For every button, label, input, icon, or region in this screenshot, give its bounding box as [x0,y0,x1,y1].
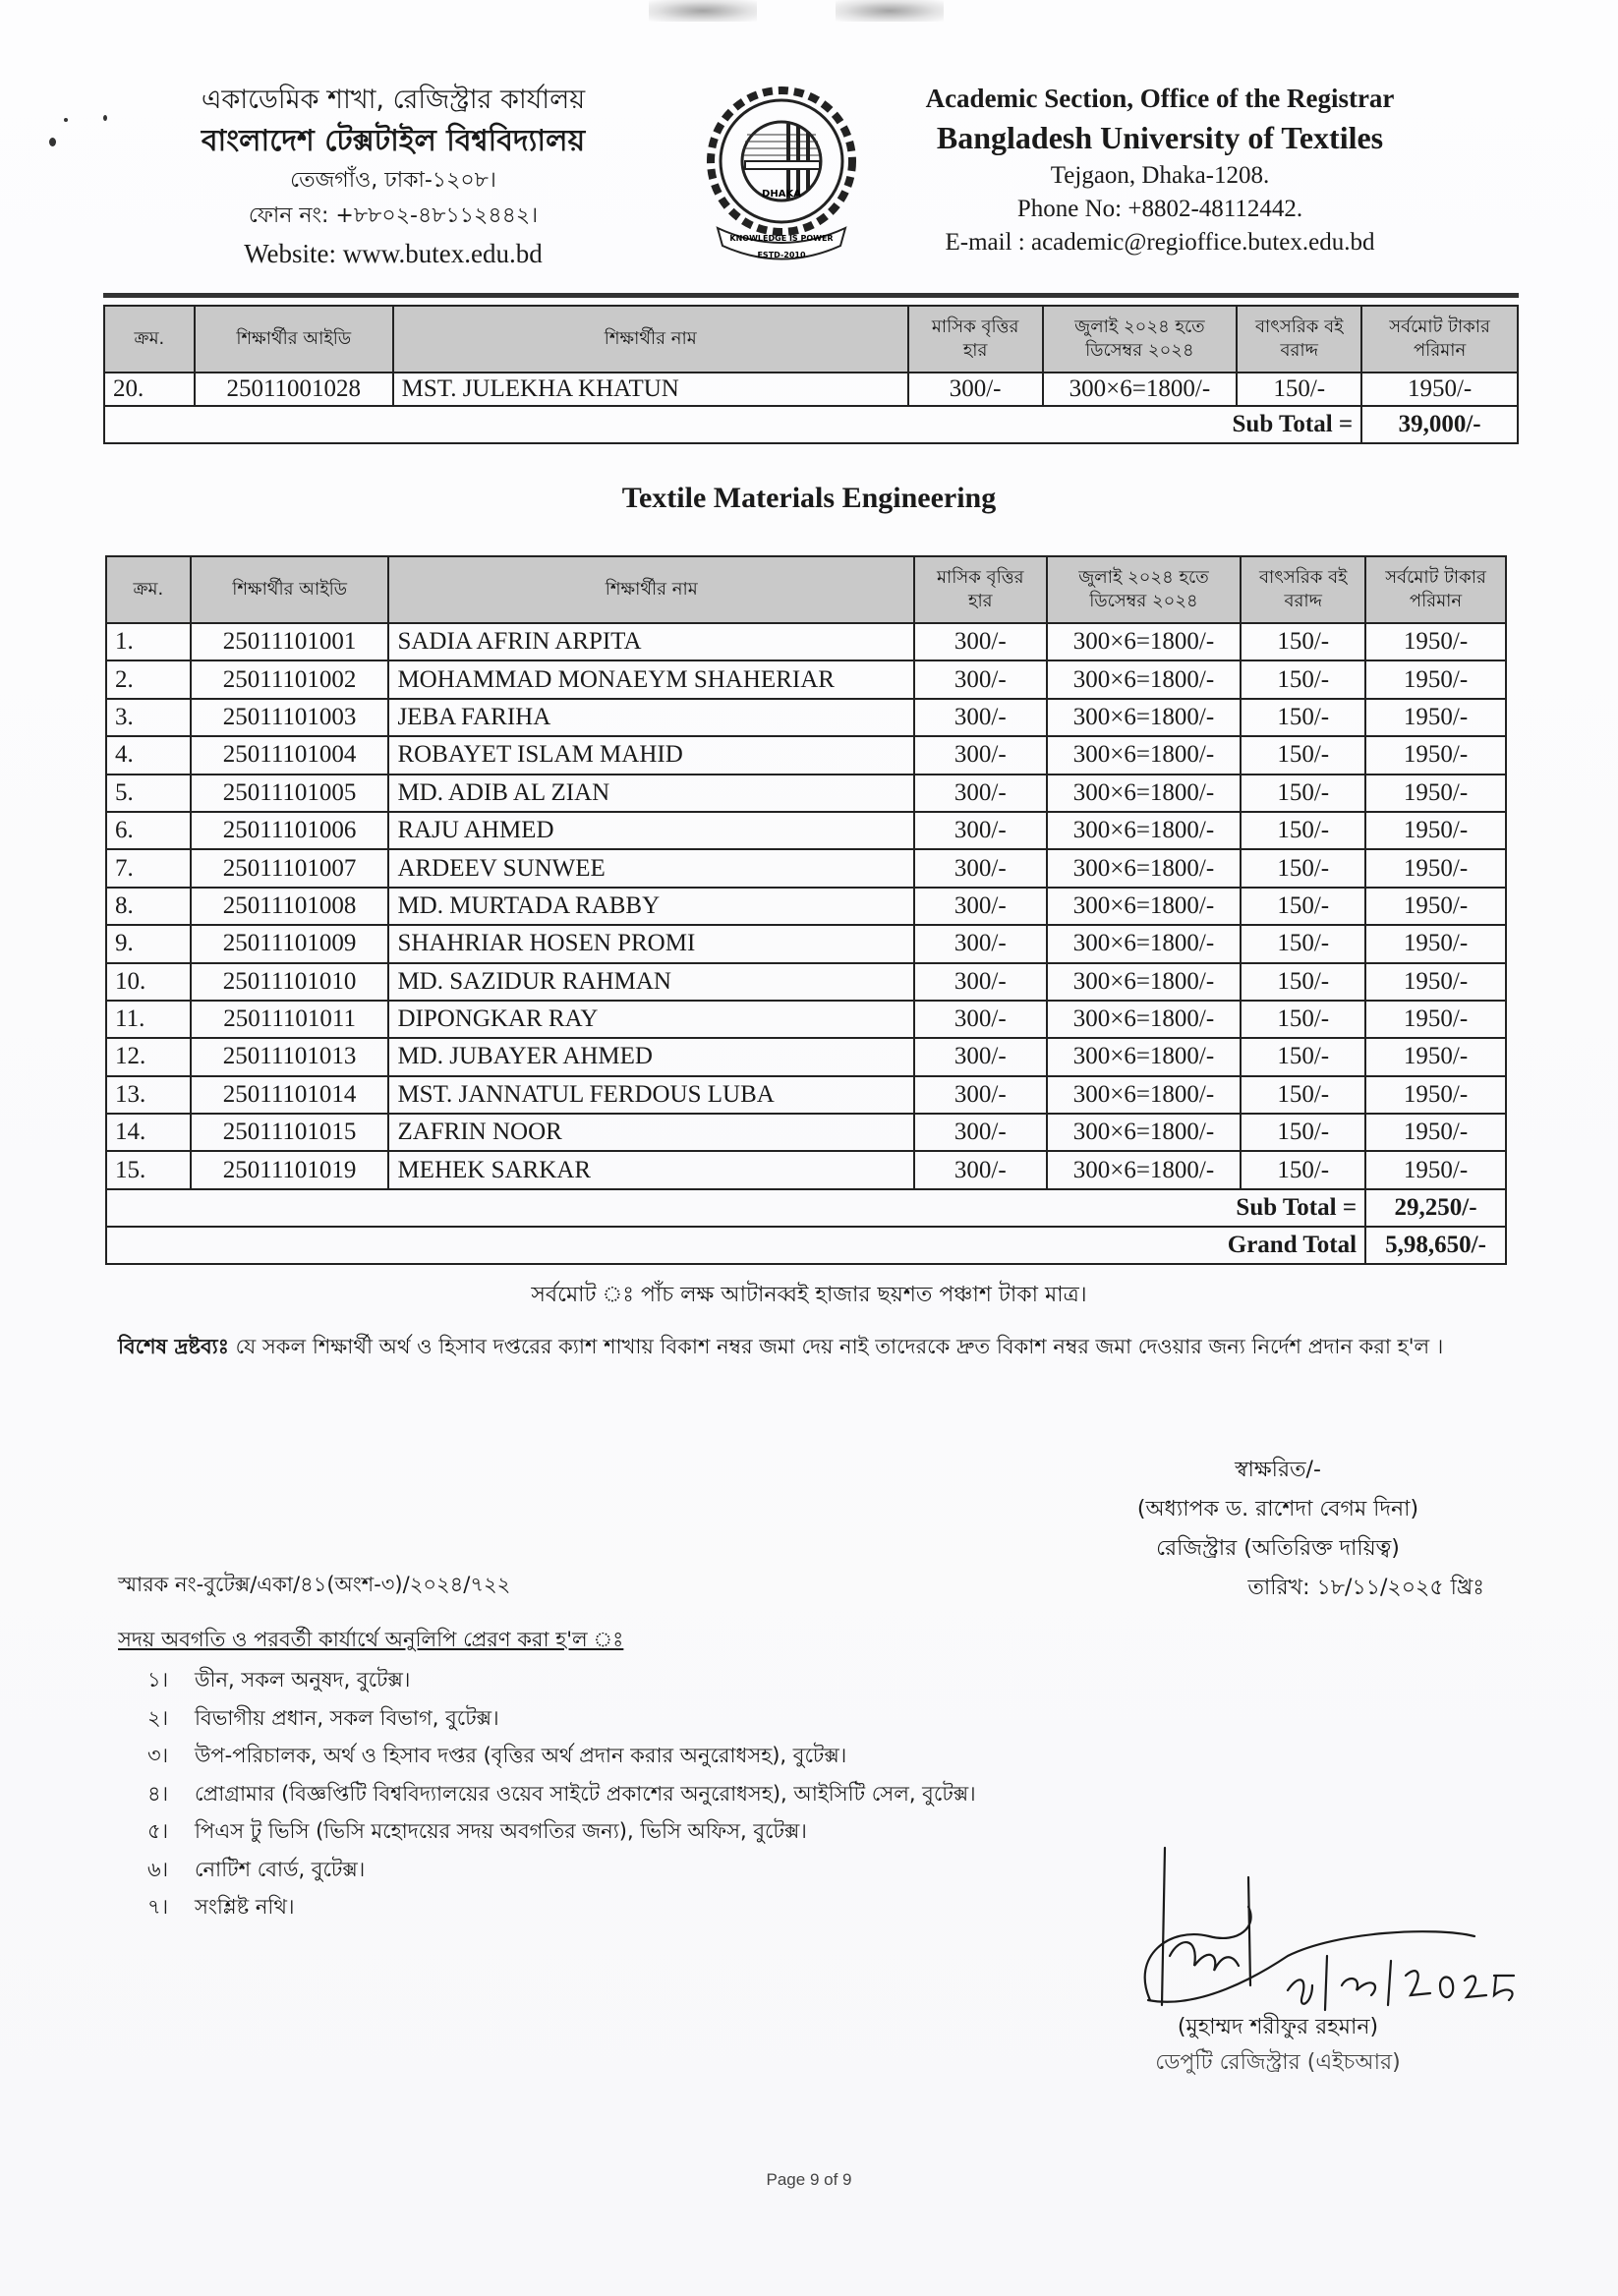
cc-item [147,1812,976,1851]
cell-book: 150/- [1241,888,1365,925]
scan-artifact [649,0,757,22]
cc-item [147,1699,976,1738]
cell-total: 1950/- [1365,888,1506,925]
cell-rate: 300/- [914,660,1047,698]
logo-estd: ESTD-2010 [757,251,806,259]
table-row [106,1151,1506,1188]
col-serial: ক্রম. [104,306,195,373]
cell-period: 300×6=1800/- [1047,812,1242,849]
section-title: Textile Materials Engineering [621,482,997,514]
cc-item-number: ৪। [147,1781,169,1806]
address-bn: তেজগাঁও, ঢাকা-১২০৮। [290,168,496,193]
cell-id: 25011101015 [191,1114,389,1151]
cell-period: 300×6=1800/- [1043,373,1238,406]
header-english [885,81,1435,259]
note-label: বিশেষ দ্রষ্টব্যঃ [118,1335,229,1358]
tme-table [105,555,1507,1265]
col-book-allowance: বাৎসরিক বই বরাদ্দ [1237,306,1361,373]
registrar-name: (অধ্যাপক ড. রাশেদা বেগম দিনা) [1136,1497,1419,1521]
cell-serial: 8. [106,888,191,925]
col-total-amount: সর্বমোট টাকার পরিমান [1365,556,1506,623]
cell-id: 25011001028 [195,373,393,406]
cell-period: 300×6=1800/- [1047,623,1242,660]
cell-total: 1950/- [1365,1076,1506,1114]
cell-book: 150/- [1241,660,1365,698]
cell-rate: 300/- [908,373,1043,406]
cell-period: 300×6=1800/- [1047,660,1242,698]
cell-book: 150/- [1241,1114,1365,1151]
cell-book: 150/- [1241,1076,1365,1114]
cell-id: 25011101007 [191,849,389,887]
cell-id: 25011101013 [191,1038,389,1075]
table-row [106,1114,1506,1151]
cell-name: RAJU AHMED [388,812,914,849]
cc-title: সদয় অবগতি ও পরবর্তী কার্যার্থে অনুলিপি প্রেরণ করা হ'ল ঃ [118,1628,624,1651]
cell-serial: 14. [106,1114,191,1151]
cell-name: MD. MURTADA RABBY [388,888,914,925]
university-name-bn: বাংলাদেশ টেক্সটাইল বিশ্ববিদ্যালয় [201,124,586,158]
issue-date: তারিখ: ১৮/১১/২০২৫ খ্রিঃ [1247,1576,1484,1600]
table-row [106,888,1506,925]
cc-item [147,1737,976,1775]
cc-list [147,1661,976,1926]
signatory-name: (মুহাম্মদ শরীফুর রহমান) [1177,2015,1379,2039]
subtotal-label: Sub Total = [104,406,1361,443]
cell-name: MST. JULEKHA KHATUN [393,373,908,406]
cell-name: ARDEEV SUNWEE [388,849,914,887]
cell-total: 1950/- [1365,925,1506,962]
cell-period: 300×6=1800/- [1047,699,1242,736]
cc-item-text: উপ-পরিচালক, অর্থ ও হিসাব দপ্তর (বৃত্তির অর্থ প্রদান করার অনুরোধসহ), বুটেক্স। [195,1744,847,1767]
cell-rate: 300/- [914,1038,1047,1075]
cell-serial: 13. [106,1076,191,1114]
cell-total: 1950/- [1365,736,1506,774]
note-text: যে সকল শিক্ষার্থী অর্থ ও হিসাব দপ্তরের ক্যাশ শাখায় বিকাশ নম্বর জমা দেয় নাই তাদেরকে দ্রুত বিকাশ নম্বর জমা দেওয়ার জন্য নির্দেশ প্রদান করা হ'ল । [228,1335,1444,1358]
office-name-bn: একাডেমিক শাখা, রেজিস্ট্রার কার্যালয় [201,85,586,115]
registrar-signature-block [1071,1451,1484,1608]
cell-book: 150/- [1241,1001,1365,1038]
cell-id: 25011101019 [191,1151,389,1188]
cc-item [147,1888,976,1926]
cell-rate: 300/- [914,849,1047,887]
table-row [106,812,1506,849]
cell-name: MD. JUBAYER AHMED [388,1038,914,1075]
col-student-id: শিক্ষার্থীর আইডি [195,306,393,373]
scan-speck [103,115,107,121]
cell-rate: 300/- [914,623,1047,660]
cell-period: 300×6=1800/- [1047,1114,1242,1151]
signatory-block [1091,2010,1465,2081]
cell-serial: 1. [106,623,191,660]
scan-artifact [836,0,944,22]
cell-period: 300×6=1800/- [1047,1076,1242,1114]
grandtotal-label: Grand Total [106,1227,1365,1264]
cell-book: 150/- [1241,623,1365,660]
address-en: Tejgaon, Dhaka-1208. [1050,162,1270,189]
cell-name: MD. ADIB AL ZIAN [388,775,914,812]
cell-id: 25011101004 [191,736,389,774]
signed-mark: স্বাক্ষরিত/- [1235,1458,1321,1482]
cell-period: 300×6=1800/- [1047,1038,1242,1075]
cell-serial: 15. [106,1151,191,1188]
university-logo-icon [678,81,885,267]
cell-serial: 7. [106,849,191,887]
logo-motto: KNOWLEDGE IS POWER [729,234,834,243]
table-row [106,736,1506,774]
cell-serial: 20. [104,373,195,406]
website: Website: www.butex.edu.bd [244,239,543,268]
table-row [106,925,1506,962]
header-divider [103,293,1519,298]
cell-total: 1950/- [1361,373,1518,406]
scan-speck [64,118,68,122]
cell-book: 150/- [1241,1151,1365,1188]
table-row [106,660,1506,698]
cc-item-text: সংশ্লিষ্ট নথি। [195,1895,295,1919]
cell-total: 1950/- [1365,1114,1506,1151]
cell-period: 300×6=1800/- [1047,1001,1242,1038]
subtotal-value: 29,250/- [1365,1189,1506,1227]
email-en: E-mail : academic@regioffice.butex.edu.bd [945,229,1375,256]
subtotal-row [104,406,1518,443]
table-header-row [104,306,1518,373]
cell-name: JEBA FARIHA [388,699,914,736]
logo-city: DHAKA [762,189,801,200]
table-row [106,1038,1506,1075]
col-student-id: শিক্ষার্থীর আইডি [191,556,389,623]
col-student-name: শিক্ষার্থীর নাম [388,556,914,623]
cc-item [147,1775,976,1813]
col-total-amount: সর্বমোট টাকার পরিমান [1361,306,1518,373]
cell-name: ROBAYET ISLAM MAHID [388,736,914,774]
cell-book: 150/- [1241,925,1365,962]
cell-rate: 300/- [914,1001,1047,1038]
cell-id: 25011101005 [191,775,389,812]
col-serial: ক্রম. [106,556,191,623]
cell-period: 300×6=1800/- [1047,888,1242,925]
cell-period: 300×6=1800/- [1047,963,1242,1001]
cc-item-number: ২। [147,1705,169,1730]
cell-rate: 300/- [914,1151,1047,1188]
cell-book: 150/- [1241,849,1365,887]
table-row [106,775,1506,812]
cc-item-number: ৭। [147,1895,169,1919]
signatory-title: ডেপুটি রেজিস্ট্রার (এইচআর) [1155,2050,1401,2075]
col-monthly-rate: মাসিক বৃত্তির হার [908,306,1043,373]
cell-id: 25011101003 [191,699,389,736]
cell-name: ZAFRIN NOOR [388,1114,914,1151]
table-row [106,849,1506,887]
cell-total: 1950/- [1365,775,1506,812]
cc-item-number: ৬। [147,1857,169,1881]
table-header-row [106,556,1506,623]
cell-rate: 300/- [914,888,1047,925]
cc-item-number: ৫। [147,1819,169,1843]
page-indicator: Page 9 of 9 [766,2170,852,2189]
grandtotal-value: 5,98,650/- [1365,1227,1506,1264]
cell-serial: 9. [106,925,191,962]
cell-serial: 11. [106,1001,191,1038]
cell-period: 300×6=1800/- [1047,849,1242,887]
cc-item-number: ৩। [147,1744,169,1767]
subtotal-value: 39,000/- [1361,406,1518,443]
grandtotal-row [106,1227,1506,1264]
col-book-allowance: বাৎসরিক বই বরাদ্দ [1241,556,1365,623]
cell-serial: 6. [106,812,191,849]
cell-rate: 300/- [914,812,1047,849]
table-row [104,373,1518,406]
cell-period: 300×6=1800/- [1047,736,1242,774]
cell-book: 150/- [1241,699,1365,736]
cell-id: 25011101010 [191,963,389,1001]
phone-bn: ফোন নং: +৮৮০২-৪৮১১২৪৪২। [248,203,539,228]
cell-name: MOHAMMAD MONAEYM SHAHERIAR [388,660,914,698]
cell-period: 300×6=1800/- [1047,1151,1242,1188]
cell-total: 1950/- [1365,699,1506,736]
memo-number: স্মারক নং-বুটেক্স/একা/৪১(অংশ-৩)/২০২৪/৭২২ [118,1573,511,1596]
table-row [106,1001,1506,1038]
tme-table-body [106,623,1506,1189]
cell-name: SADIA AFRIN ARPITA [388,623,914,660]
subtotal-row [106,1189,1506,1227]
cell-period: 300×6=1800/- [1047,775,1242,812]
cell-book: 150/- [1241,1038,1365,1075]
col-period: জুলাই ২০২৪ হতে ডিসেম্বর ২০২৪ [1043,306,1238,373]
table-row [106,699,1506,736]
cell-id: 25011101011 [191,1001,389,1038]
cell-total: 1950/- [1365,1001,1506,1038]
table-row [106,623,1506,660]
header-bangla [157,81,629,273]
cell-total: 1950/- [1365,660,1506,698]
cell-rate: 300/- [914,963,1047,1001]
cell-rate: 300/- [914,1076,1047,1114]
cell-rate: 300/- [914,925,1047,962]
cc-item-text: নোটিশ বোর্ড, বুটেক্স। [195,1857,366,1881]
cell-book: 150/- [1237,373,1361,406]
cell-rate: 300/- [914,699,1047,736]
handwritten-signature-icon [1140,1838,1553,2025]
cell-serial: 12. [106,1038,191,1075]
col-monthly-rate: মাসিক বৃত্তির হার [914,556,1047,623]
university-name-en: Bangladesh University of Textiles [936,120,1384,155]
cell-rate: 300/- [914,736,1047,774]
table-row [106,1076,1506,1114]
office-name-en: Academic Section, Office of the Registrar [925,84,1395,113]
cell-period: 300×6=1800/- [1047,925,1242,962]
cell-total: 1950/- [1365,963,1506,1001]
cell-total: 1950/- [1365,812,1506,849]
cell-serial: 4. [106,736,191,774]
cell-total: 1950/- [1365,623,1506,660]
registrar-title: রেজিস্ট্রার (অতিরিক্ত দায়িত্ব) [1156,1536,1400,1561]
subtotal-label: Sub Total = [106,1189,1365,1227]
cell-name: SHAHRIAR HOSEN PROMI [388,925,914,962]
col-student-name: শিক্ষার্থীর নাম [393,306,908,373]
cc-item-number: ১। [147,1668,169,1692]
cell-serial: 3. [106,699,191,736]
cell-book: 150/- [1241,963,1365,1001]
cell-rate: 300/- [914,1114,1047,1151]
previous-dept-table [103,305,1519,444]
cell-id: 25011101008 [191,888,389,925]
cell-id: 25011101001 [191,623,389,660]
special-note [118,1327,1514,1366]
cell-book: 150/- [1241,812,1365,849]
cell-name: MD. SAZIDUR RAHMAN [388,963,914,1001]
cell-name: MST. JANNATUL FERDOUS LUBA [388,1076,914,1114]
cc-item-text: ডীন, সকল অনুষদ, বুটেক্স। [195,1668,411,1692]
cell-name: MEHEK SARKAR [388,1151,914,1188]
cc-item [147,1661,976,1699]
cell-rate: 300/- [914,775,1047,812]
cell-serial: 10. [106,963,191,1001]
cell-total: 1950/- [1365,849,1506,887]
scan-speck [49,138,56,146]
cell-total: 1950/- [1365,1038,1506,1075]
total-in-words: সর্বমোট ঃ পাঁচ লক্ষ আটানব্বই হাজার ছয়শত পঞ্চাশ টাকা মাত্র। [531,1283,1087,1307]
cell-serial: 5. [106,775,191,812]
cell-total: 1950/- [1365,1151,1506,1188]
cc-item-text: পিএস টু ভিসি (ভিসি মহোদয়ের সদয় অবগতির জন্য), ভিসি অফিস, বুটেক্স। [195,1819,807,1843]
table-row [106,963,1506,1001]
cell-book: 150/- [1241,775,1365,812]
cell-id: 25011101006 [191,812,389,849]
cell-id: 25011101014 [191,1076,389,1114]
cell-serial: 2. [106,660,191,698]
cell-id: 25011101002 [191,660,389,698]
cc-item [147,1851,976,1889]
cell-name: DIPONGKAR RAY [388,1001,914,1038]
phone-en: Phone No: +8802-48112442. [1016,196,1303,222]
cc-item-text: বিভাগীয় প্রধান, সকল বিভাগ, বুটেক্স। [195,1705,499,1730]
cell-book: 150/- [1241,736,1365,774]
cell-id: 25011101009 [191,925,389,962]
cc-item-text: প্রোগ্রামার (বিজ্ঞপ্তিটি বিশ্ববিদ্যালয়ের ওয়েব সাইটে প্রকাশের অনুরোধসহ), আইসিটি সেল, বুটেক্স। [195,1781,976,1806]
col-period: জুলাই ২০২৪ হতে ডিসেম্বর ২০২৪ [1047,556,1242,623]
